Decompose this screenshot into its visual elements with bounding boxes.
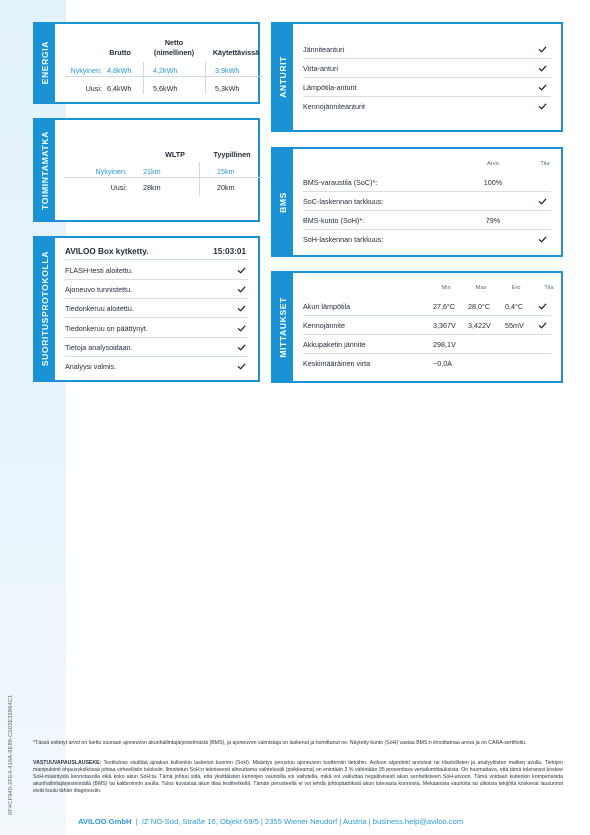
protocol-step: Tiedonkeruu on päättynyt. — [65, 323, 148, 333]
measurement-label: Akkupaketin jännite — [303, 340, 366, 349]
check-icon — [538, 64, 547, 73]
energia-nykyinen-kaytettavissa: 3,9kWh — [215, 66, 240, 75]
toimintamatka-header-wltp: WLTP — [165, 150, 185, 159]
bms-card — [271, 147, 563, 257]
check-icon — [237, 343, 246, 352]
toimintamatka-row-uusi-label: Uusi: — [110, 183, 127, 192]
protocol-title: AVILOO Box kytketty. — [65, 247, 149, 256]
bms-row-label: BMS-kunto (SoH)*: — [303, 216, 365, 225]
measurement-ero: 55mV — [505, 321, 524, 330]
energia-row-nykyinen-label: Nykyinen: — [70, 66, 102, 75]
check-icon — [237, 362, 246, 371]
toimintamatka-nykyinen-tyypillinen: 15km — [217, 167, 235, 176]
footer-disclaimer-body: Testituloss sisältää ajoakun kulloinkin lasketun kunnon (SoH). Määritys perustuu ajoneuvon tuottemiin tietoihin. Aviloon algoritmit arvioivat ne tilastollisten ja analyyttisten mallien avulla. Tietojen manipulointi ohjausyksikössä johtaa virheellisiin tuloksiin. Ilmoitetun SoH:n tekniseesti aiheuttama vaihteluväli (poikkeama) on enintään 3 % vähintään 95 prosentissa vertailumittauksista. On huomattava, että tämä toleranssi koskee SoH-määritystä kennotasolla eikä koko akun SoH:ta. Tämä johtuu siitä, että yksittäisten kennojen vaurioilla voi vaihdella, mikä voi vaikuttaa negatiivisesti akun senhetkiseen SoH-arvoon. Tämä voidaan kuitenkin kompensoida akunhallintajärjestelmällä (BMS) tai kalibroinnin avulla. Tulos kuvastaa akun tilaa testihetkellä. Tämän perusteella ei voi tehdä johtopäätöksiä akun tulevasta kunnosta. Mekaanisia vaurioita tai ulkoisia tekijöitä koskevat lausunnot eivät kuulu tähän diagnoosiin. — [33, 760, 563, 794]
sensor-item: Virta-anturi — [303, 64, 339, 73]
bms-row-value: 100% — [483, 178, 503, 187]
footer-separator: | — [133, 817, 140, 826]
energia-nykyinen-netto: 4,2kWh — [153, 66, 178, 75]
bms-row-label: BMS-varaustila (SoC)*: — [303, 178, 378, 187]
protocol-step: FLASH-testi aloitettu. — [65, 266, 133, 275]
mittaukset-col-min: Min — [441, 285, 451, 291]
measurement-min: 3,367V — [433, 321, 456, 330]
measurement-label: Akun lämpötila — [303, 302, 351, 311]
row-divider — [303, 191, 551, 192]
toimintamatka-tab: TOIMINTAMATKA — [35, 120, 55, 220]
energia-uusi-kaytettavissa: 5,3kWh — [215, 84, 240, 93]
toimintamatka-header-tyypillinen: Tyypillinen — [213, 150, 251, 159]
bms-row-label: SoH-laskennan tarkkuus: — [303, 235, 384, 244]
row-divider — [303, 315, 551, 316]
suoritusprotokolla-tab: SUORITUSPROTOKOLLA — [35, 238, 55, 380]
footer-address: IZ NÖ-Süd, Straße 16, Objekt 69/5 | 2355 Wiener Neudorf | Austria | business.help@aviloo.com — [141, 817, 464, 826]
check-icon — [237, 324, 246, 333]
toimintamatka-nykyinen-wltp: 21km — [143, 167, 161, 176]
sensor-item: Jänniteanturi — [303, 45, 345, 54]
check-icon — [237, 285, 246, 294]
row-divider — [303, 58, 551, 59]
row-divider — [303, 229, 551, 230]
check-icon — [538, 321, 547, 330]
footer-contact-bar — [78, 817, 463, 826]
check-icon — [538, 102, 547, 111]
energia-row-uusi-label: Uusi: — [85, 84, 102, 93]
check-icon — [538, 235, 547, 244]
energia-header-brutto: Brutto — [109, 48, 131, 57]
check-icon — [538, 83, 547, 92]
sensor-item: Kennojänniteanturit — [303, 102, 365, 111]
row-divider — [303, 96, 551, 97]
anturit-card — [271, 22, 563, 132]
measurement-label: Keskimääräinen virta — [303, 359, 371, 368]
row-divider — [65, 279, 248, 280]
energia-header-kaytettavissa: Käytettävissä — [212, 48, 260, 57]
measurement-min: −0,0A — [433, 359, 452, 368]
row-divider — [303, 334, 551, 335]
protocol-step: Analyysi valmis. — [65, 362, 117, 371]
energia-tab: ENERGIA — [35, 24, 55, 102]
row-divider — [65, 337, 248, 338]
mittaukset-col-tila: Tila — [544, 285, 554, 291]
toimintamatka-row-nykyinen-label: Nykyinen: — [95, 167, 127, 176]
energia-card — [33, 22, 260, 104]
row-divider — [303, 210, 551, 211]
energia-nykyinen-brutto: 4,8kWh — [107, 66, 132, 75]
check-icon — [538, 45, 547, 54]
measurement-max: 3,422V — [468, 321, 491, 330]
row-divider — [303, 77, 551, 78]
footer-disclaimer — [33, 760, 563, 795]
row-divider — [65, 298, 248, 299]
mittaukset-col-max: Max — [475, 285, 487, 291]
toimintamatka-uusi-wltp: 28km — [143, 183, 161, 192]
measurement-min: 27,6°C — [433, 302, 456, 311]
row-divider — [303, 353, 551, 354]
check-icon — [538, 197, 547, 206]
bms-row-label: SoC-laskennan tarkkuus: — [303, 197, 384, 206]
check-icon — [237, 304, 246, 313]
check-icon — [237, 266, 246, 275]
sensor-item: Lämpötila-anturit — [303, 83, 357, 92]
mittaukset-card — [271, 271, 563, 383]
energia-uusi-netto: 5,6kWh — [153, 84, 178, 93]
bms-col-tila: Tila — [540, 161, 550, 167]
energia-header-netto-2: (nimellinen) — [153, 48, 195, 57]
row-divider — [65, 356, 248, 357]
check-icon — [538, 302, 547, 311]
footer-disclaimer-title: VASTUUVAPAUSLAUSEKE: — [33, 760, 102, 766]
energia-header-netto-1: Netto — [164, 38, 184, 47]
measurement-min: 298,1V — [433, 340, 456, 349]
document-id: 0F4CF940-2FE4-416A-8E88-C003E35864C1 — [8, 694, 14, 815]
protocol-step: Tietoja analysoidaan. — [65, 342, 133, 352]
anturit-tab: ANTURIT — [273, 24, 293, 130]
measurement-ero: 0,4°C — [505, 302, 524, 311]
toimintamatka-card — [33, 118, 260, 222]
suoritusprotokolla-card — [33, 236, 260, 382]
measurement-max: 28,0°C — [468, 302, 491, 311]
mittaukset-col-ero: Ero — [511, 285, 521, 291]
toimintamatka-uusi-tyypillinen: 20km — [217, 183, 235, 192]
energia-uusi-brutto: 6,4kWh — [107, 84, 132, 93]
row-divider — [65, 317, 248, 318]
footer-company: AVILOO GmbH — [78, 817, 132, 826]
footer-note: *Tässä esitetyt arvot on luettu suoraan ajoneuvon akunhallintajärjestelmästä (BMS), ja ajoneuvon valmistaja on laskenut ja toimittanut ne. Näytetty kunto (SoH) vastaa BMS:n ilmoittamaa arvoa ja on CARA-sertifioitu. — [33, 740, 527, 746]
bms-col-arvo: Arvo — [487, 161, 499, 167]
protocol-step: Ajoneuvo tunnistettu. — [65, 285, 133, 295]
measurement-label: Kennojännite — [303, 321, 345, 330]
protocol-time: 15:03:01 — [213, 247, 246, 256]
mittaukset-tab: MITTAUKSET — [273, 273, 293, 381]
bms-row-value: 79% — [485, 216, 501, 225]
protocol-step: Tiedonkeruu aloitettu. — [65, 304, 134, 314]
bms-tab: BMS — [273, 149, 293, 255]
